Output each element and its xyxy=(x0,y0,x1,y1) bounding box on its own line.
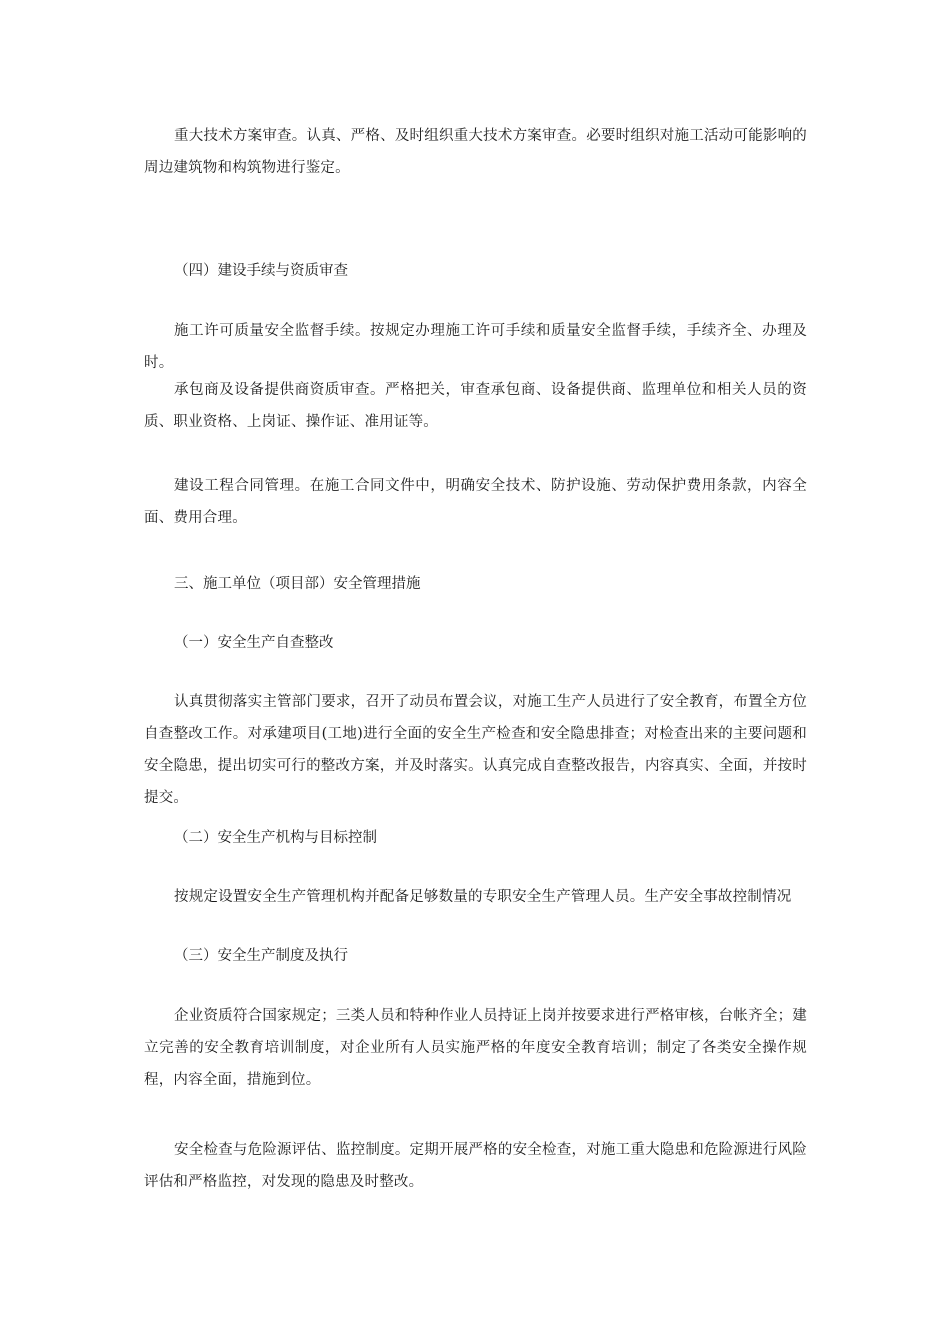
section-heading-contractor-safety-measures: 三、施工单位（项目部）安全管理措施 xyxy=(174,576,421,592)
section-heading-self-inspection: （一）安全生产自查整改 xyxy=(174,635,334,651)
paragraph-technical-plan-review: 重大技术方案审查。认真、严格、及时组织重大技术方案审查。必要时组织对施工活动可能影响的周边建筑物和构筑物进行鉴定。 xyxy=(144,128,807,176)
paragraph-construction-permit: 施工许可质量安全监督手续。按规定办理施工许可手续和质量安全监督手续，手续齐全、办理及时。 xyxy=(144,323,807,371)
paragraph-enterprise-qualification: 企业资质符合国家规定；三类人员和特种作业人员持证上岗并按要求进行严格审核，台帐齐全；建立完善的安全教育培训制度，对企业所有人员实施严格的年度安全教育培训；制定了各类安全操作规程，内容全面，措施到位。 xyxy=(144,1008,807,1088)
paragraph-safety-organization: 按规定设置安全生产管理机构并配备足够数量的专职安全生产管理人员。生产安全事故控制情况 xyxy=(174,889,792,905)
paragraph-safety-inspection: 安全检查与危险源评估、监控制度。定期开展严格的安全检查，对施工重大隐患和危险源进行风险评估和严格监控，对发现的隐患及时整改。 xyxy=(144,1142,807,1190)
section-heading-safety-systems: （三）安全生产制度及执行 xyxy=(174,948,348,964)
section-heading-construction-procedures: （四）建设手续与资质审查 xyxy=(174,263,348,279)
paragraph-self-inspection: 认真贯彻落实主管部门要求，召开了动员布置会议，对施工生产人员进行了安全教育，布置全方位自查整改工作。对承建项目(工地)进行全面的安全生产检查和安全隐患排查；对检查出来的主要问题和安全隐患，提出切实可行的整改方案，并及时落实。认真完成自查整改报告，内容真实、全面，并按时提交。 xyxy=(144,694,807,806)
paragraph-contractor-qualification: 承包商及设备提供商资质审查。严格把关，审查承包商、设备提供商、监理单位和相关人员的资质、职业资格、上岗证、操作证、准用证等。 xyxy=(144,382,807,430)
section-heading-safety-organization: （二）安全生产机构与目标控制 xyxy=(174,830,377,846)
paragraph-contract-management: 建设工程合同管理。在施工合同文件中，明确安全技术、防护设施、劳动保护费用条款，内容全面、费用合理。 xyxy=(144,478,807,526)
